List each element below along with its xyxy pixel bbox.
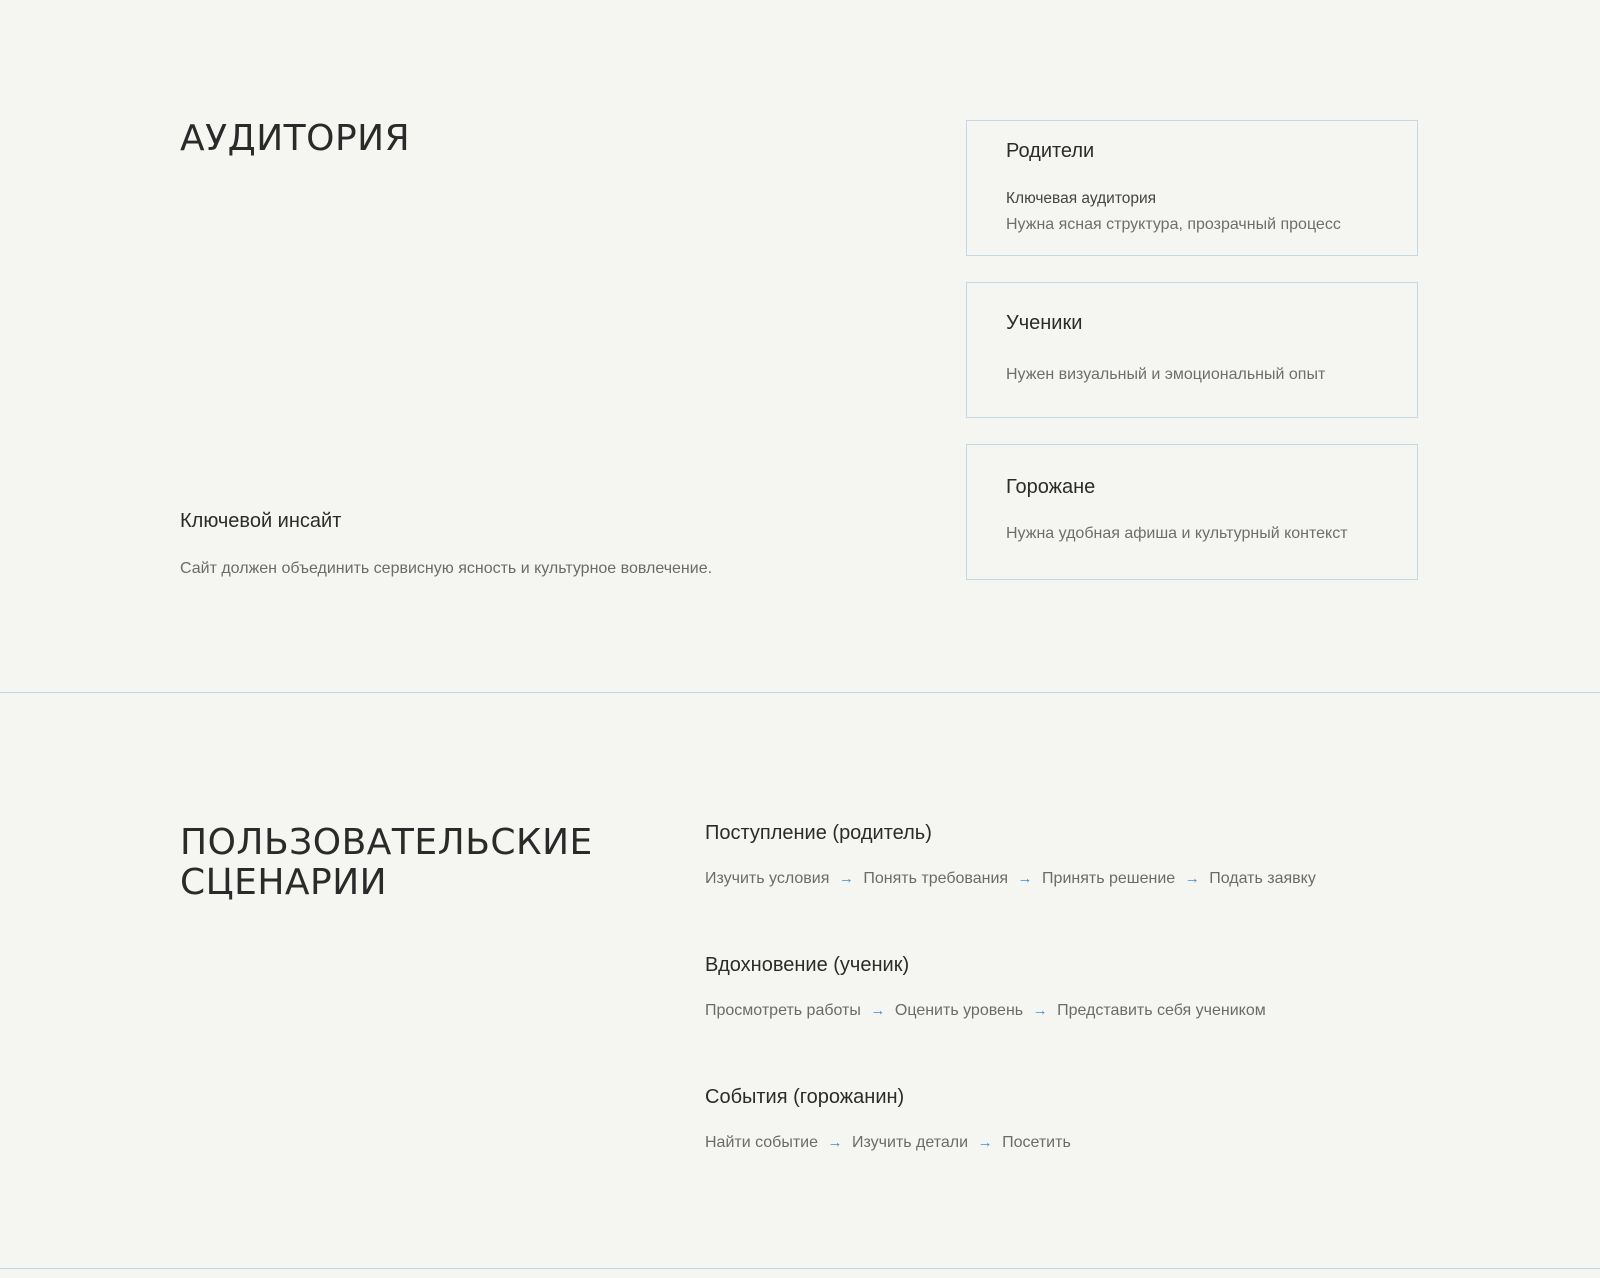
card-subtitle: Ключевая аудитория [1006, 190, 1157, 207]
scenario-title: Вдохновение (ученик) [705, 954, 910, 976]
scenario-block [705, 953, 1565, 1022]
card-description: Нужна ясная структура, прозрачный процесс [1006, 216, 1341, 233]
scenario-title: События (горожанин) [705, 1086, 905, 1108]
section-divider-bottom [0, 1268, 1600, 1269]
audience-card-citizens [966, 444, 1418, 580]
card-description: Нужна удобная афиша и культурный контекст [1006, 525, 1348, 542]
insight-text: Сайт должен объединить сервисную ясность и культурное вовлечение. [180, 560, 713, 577]
insight-title: Ключевой инсайт [180, 510, 342, 532]
scenario-block [705, 1085, 1565, 1154]
scenario-block [705, 821, 1565, 890]
scenario-step: Посетить [1002, 1134, 1071, 1151]
arrow-right-icon: → [1017, 870, 1033, 887]
scenario-step: Изучить условия [705, 870, 830, 887]
arrow-right-icon: → [977, 1134, 993, 1151]
scenario-steps [705, 1000, 1565, 1022]
scenario-step: Оценить уровень [894, 1002, 1024, 1019]
arrow-right-icon: → [870, 1002, 886, 1019]
scenario-step: Подать заявку [1209, 870, 1316, 887]
scenario-step: Представить себя учеником [1057, 1002, 1266, 1019]
card-title: Горожане [1006, 476, 1096, 498]
scenario-step: Понять требования [863, 870, 1009, 887]
scenario-step: Найти событие [705, 1134, 819, 1151]
section-divider [0, 692, 1600, 693]
arrow-right-icon: → [838, 870, 854, 887]
scenario-title: Поступление (родитель) [705, 822, 932, 844]
scenario-steps [705, 868, 1565, 890]
scenario-step: Просмотреть работы [705, 1002, 861, 1019]
arrow-right-icon: → [827, 1134, 843, 1151]
scenario-step: Принять решение [1042, 870, 1176, 887]
scenario-steps [705, 1132, 1565, 1154]
arrow-right-icon: → [1032, 1002, 1048, 1019]
scenario-step: Изучить детали [852, 1134, 969, 1151]
card-title: Ученики [1006, 312, 1083, 334]
audience-card-students [966, 282, 1418, 418]
audience-section-title: АУДИТОРИЯ [180, 118, 411, 159]
arrow-right-icon: → [1184, 870, 1200, 887]
scenarios-section-title: ПОЛЬЗОВАТЕЛЬСКИЕ СЦЕНАРИИ [180, 822, 593, 903]
audience-card-parents [966, 120, 1418, 256]
card-description: Нужен визуальный и эмоциональный опыт [1006, 366, 1326, 383]
card-title: Родители [1006, 140, 1095, 162]
